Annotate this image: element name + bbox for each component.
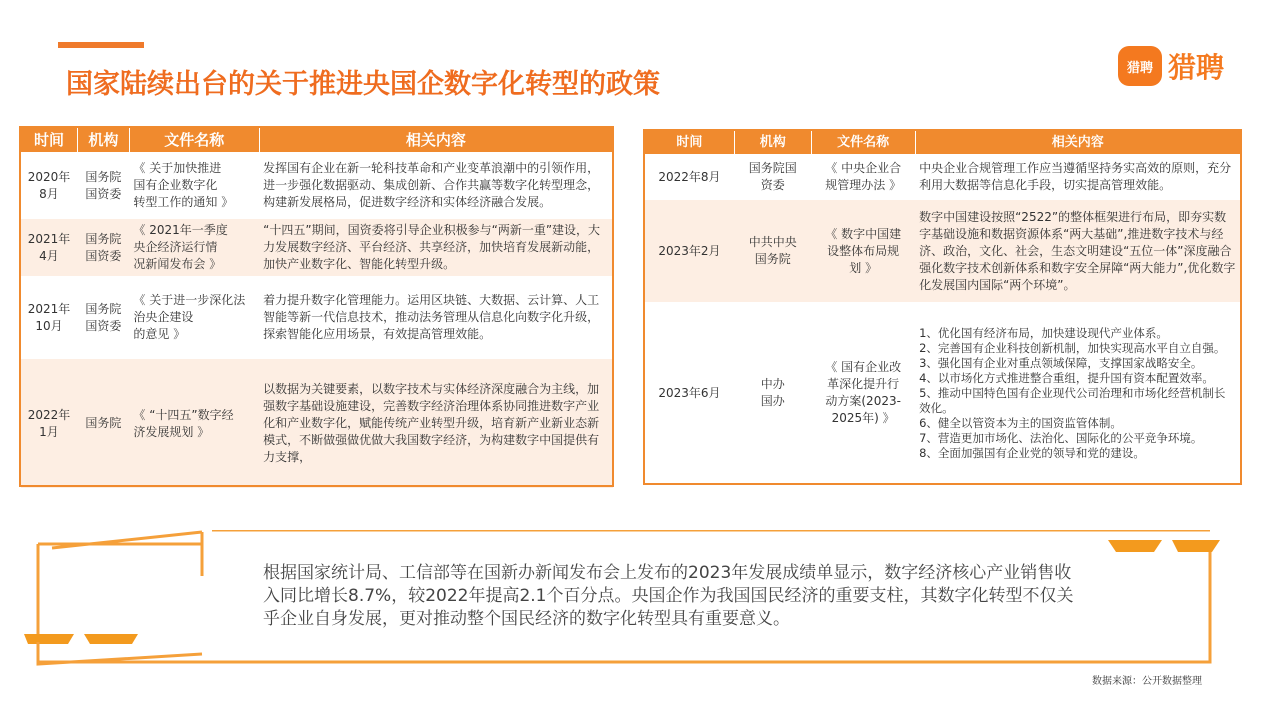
header-content: 相关内容 bbox=[259, 128, 612, 153]
cell-org: 国务院 国资委 bbox=[77, 277, 129, 359]
header-doc: 文件名称 bbox=[129, 128, 259, 153]
cell-time: 2021年 10月 bbox=[21, 277, 78, 359]
cell-doc: 《 中央企业合 规管理办法 》 bbox=[811, 155, 915, 200]
cell-content: 1、优化国有经济布局，加快建设现代产业体系。 2、完善国有企业科技创新机制，加快实现高水平自立自强。 3、强化国有企业对重点领域保障，支撑国家战略安全。 4、以市场化方式推进整合重组，提升国有资本配置效率。 5、推动中国特色国有企业现代公司治理和市场化经营机制长效化。 6、健全以管资本为主的国资监管体制。 7、营造更加市场化、法治化、国际化的公平竞争环境。 8、全面加强国有企业党的领导和党的建设。 bbox=[915, 303, 1240, 484]
cell-content: 以数据为关键要素，以数字技术与实体经济深度融合为主线，加强数字基础设施建设，完善数字经济治理体系协同推进数字产业化和产业数字化，赋能传统产业转型升级，培育新产业新业态新模式，不断做强做优做大我国数字经济，为构建数字中国提供有力支撑， bbox=[259, 359, 612, 489]
table-row bbox=[21, 153, 613, 219]
table-row bbox=[645, 303, 1241, 484]
cell-org: 中办 国办 bbox=[734, 303, 811, 484]
table-row bbox=[21, 359, 613, 489]
header-content: 相关内容 bbox=[915, 131, 1240, 155]
cell-time: 2023年2月 bbox=[645, 200, 735, 303]
header-org: 机构 bbox=[734, 131, 811, 155]
cell-content: 发挥国有企业在新一轮科技革命和产业变革浪潮中的引领作用，进一步强化数据驱动、集成创新、合作共赢等数字化转型理念，构建新发展格局，促进数字经济和实体经济融合发展。 bbox=[259, 153, 612, 219]
cell-time: 2023年6月 bbox=[645, 303, 735, 484]
page-title: 国家陆续出台的关于推进央国企数字化转型的政策 bbox=[66, 69, 660, 100]
cell-org: 中共中央 国务院 bbox=[734, 200, 811, 303]
cell-content: 着力提升数字化管理能力。运用区块链、大数据、云计算、人工智能等新一代信息技术，推动法务管理从信息化向数字化升级，探索智能化应用场景，有效提高管理效能。 bbox=[259, 277, 612, 359]
cell-content: 数字中国建设按照“2522”的整体框架进行布局，即夯实数字基础设施和数据资源体系“两大基础”,推进数字技术与经济、政治，文化、社会，生态文明建设“五位一体”深度融合强化数字技术创新体系和数字安全屏障“两大能力”,优化数字化发展国内国际“两个环境”。 bbox=[915, 200, 1240, 303]
logo-text: 猎聘 bbox=[1168, 51, 1225, 84]
header-org: 机构 bbox=[77, 128, 129, 153]
cell-doc: 《 数字中国建 设整体布局规 划 》 bbox=[811, 200, 915, 303]
cell-org: 国务院 国资委 bbox=[77, 219, 129, 277]
cell-time: 2022年 1月 bbox=[21, 359, 78, 489]
cell-doc: 《 关于加快推进 国有企业数字化 转型工作的通知 》 bbox=[129, 153, 259, 219]
table-row bbox=[645, 200, 1241, 303]
title-accent-bar bbox=[58, 42, 144, 48]
cell-org: 国务院国 资委 bbox=[734, 155, 811, 200]
cell-doc: 《 “十四五”数字经 济发展规划 》 bbox=[129, 359, 259, 489]
data-source: 数据来源：公开数据整理 bbox=[1092, 676, 1202, 687]
header-doc: 文件名称 bbox=[811, 131, 915, 155]
header-time: 时间 bbox=[645, 131, 735, 155]
header-time: 时间 bbox=[21, 128, 78, 153]
policy-table-left bbox=[20, 127, 613, 489]
logo-badge: 猎聘 bbox=[1118, 46, 1162, 86]
table-row bbox=[645, 155, 1241, 200]
liepin-logo bbox=[1118, 46, 1224, 86]
cell-time: 2022年8月 bbox=[645, 155, 735, 200]
cell-doc: 《 国有企业改 革深化提升行 动方案(2023- 2025年) 》 bbox=[811, 303, 915, 484]
cell-content: “十四五”期间，国资委将引导企业积极参与“两新一重”建设，大力发展数字经济、平台经济、共享经济，加快培育发展新动能，加快产业数字化、智能化转型升级。 bbox=[259, 219, 612, 277]
cell-time: 2020年 8月 bbox=[21, 153, 78, 219]
cell-doc: 《 关于进一步深化法 治央企建设 的意见 》 bbox=[129, 277, 259, 359]
cell-time: 2021年 4月 bbox=[21, 219, 78, 277]
table-row bbox=[21, 219, 613, 277]
policy-table-right bbox=[644, 130, 1241, 484]
cell-content: 中央企业合规管理工作应当遵循坚持务实高效的原则，充分利用大数据等信息化手段，切实提高管理效能。 bbox=[915, 155, 1240, 200]
cell-org: 国务院 国资委 bbox=[77, 153, 129, 219]
summary-box bbox=[22, 530, 1222, 668]
table-row bbox=[21, 277, 613, 359]
cell-org: 国务院 bbox=[77, 359, 129, 489]
cell-doc: 《 2021年一季度 央企经济运行情 况新闻发布会 》 bbox=[129, 219, 259, 277]
summary-text: 根据国家统计局、工信部等在国新办新闻发布会上发布的2023年发展成绩单显示，数字经济核心产业销售收入同比增长8.7%，较2022年提高2.1个百分点。央国企作为我国国民经济的重要支柱，其数字化转型不仅关乎企业自身发展，更对推动整个国民经济的数字化转型具有重要意义。 bbox=[263, 563, 1074, 629]
